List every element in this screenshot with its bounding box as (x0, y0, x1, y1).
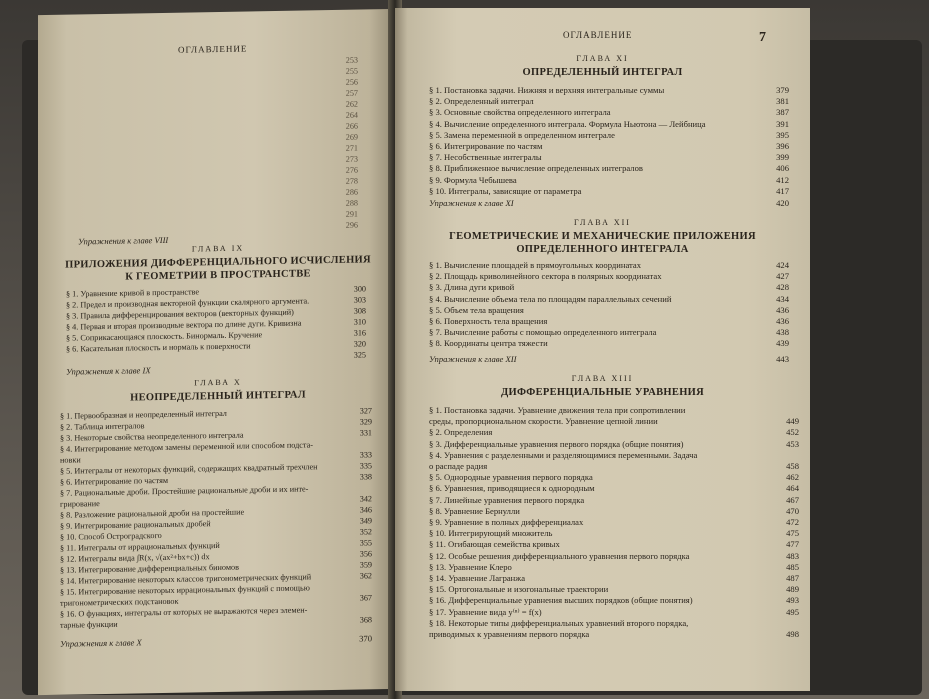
toc-entry-title: § 11. Огибающая семейства кривых (429, 539, 560, 550)
toc-entry-page: 458 (786, 461, 799, 472)
toc-entry-page: 449 (786, 416, 799, 427)
toc-entry (429, 461, 799, 472)
toc-entry-title: § 8. Разложение рациональной дроби на простейшие (60, 507, 245, 520)
toc-entry (429, 282, 789, 293)
toc-entry-title: грирование (60, 499, 100, 509)
toc-entry-page: 483 (786, 550, 799, 561)
toc-entry-title: § 6. Поверхность тела вращения (429, 316, 548, 327)
previous-page-number: 253 (345, 55, 358, 65)
exercises-chapter-xi (429, 198, 789, 208)
toc-entry-title: § 4. Интегрирование методом замены переменной или способом подста- (60, 440, 313, 454)
toc-entry (429, 427, 799, 438)
toc-entry (429, 294, 789, 305)
running-header-right: ОГЛАВЛЕНИЕ (563, 30, 633, 40)
toc-entry-page: 303 (353, 295, 366, 305)
previous-page-number: 288 (345, 198, 358, 208)
toc-entry-page: 352 (359, 527, 372, 537)
toc-entry-title: § 3. Длина дуги кривой (429, 282, 515, 293)
toc-entry (429, 573, 799, 584)
toc-entry-title: § 3. Основные свойства определенного интеграла (429, 107, 611, 118)
toc-entry-page: 346 (359, 505, 372, 515)
toc-entry (429, 186, 789, 197)
toc-entry-page: 316 (353, 328, 366, 338)
exercises-chapter-xii (429, 354, 789, 364)
toc-entry-title: § 16. О функциях, интегралы от которых не выражаются через элемен- (60, 605, 308, 619)
toc-entry-page: 399 (776, 152, 789, 163)
toc-entry-title: § 9. Интегрирование рациональных дробей (60, 519, 211, 531)
toc-entry (429, 506, 799, 517)
right-page (395, 8, 810, 691)
exercises-label: Упражнения к главе XI (429, 198, 514, 208)
chapter-xii-title (395, 230, 810, 256)
toc-entry-page: 331 (359, 428, 372, 438)
previous-page-number: 264 (345, 110, 358, 120)
toc-entry (429, 96, 789, 107)
running-header-left: ОГЛАВЛЕНИЕ (178, 43, 248, 55)
toc-entry (429, 416, 799, 427)
toc-entry-title: § 12. Интегралы вида ∫R(x, √(ax²+bx+c)) dx (60, 552, 210, 564)
toc-entry-page: 338 (359, 472, 372, 482)
toc-entry-title: о распаде радия (429, 461, 488, 472)
toc-entry-title: § 5. Соприкасающаяся плоскость. Бинормаль. Кручение (66, 330, 263, 343)
toc-entry-title: новки (60, 455, 81, 465)
toc-entry-title: § 13. Интегрирование дифференциальных биномов (60, 562, 239, 575)
toc-entry-page: 379 (776, 85, 789, 95)
toc-entry-title: § 14. Уравнение Лагранжа (429, 573, 526, 584)
toc-entry-page: 489 (786, 584, 799, 595)
toc-entry-page: 477 (786, 539, 799, 550)
toc-entry-title: § 10. Интегралы, зависящие от параметра (429, 185, 582, 196)
toc-entry-page: 472 (786, 517, 799, 528)
toc-entry-page: 327 (359, 406, 372, 416)
exercises-page-number: 420 (776, 198, 789, 208)
previous-chapter-page-numbers (288, 55, 358, 232)
toc-entry-page: 362 (359, 571, 372, 581)
toc-entry-title: § 5. Интегралы от некоторых функций, содержащих квадратный трехчлен (60, 462, 318, 476)
exercises-page-number: 443 (776, 354, 789, 364)
toc-entry-page: 417 (776, 185, 789, 196)
previous-page-number: 262 (345, 99, 358, 109)
chapter-xi-heading: ГЛАВА XI (576, 54, 629, 63)
page-number: 7 (759, 30, 766, 45)
toc-entry (429, 338, 789, 349)
toc-entry-title: § 11. Интегралы от иррациональных функций (60, 540, 220, 553)
toc-entry (429, 562, 799, 573)
chapter-xiii-title: ДИФФЕРЕНЦИАЛЬНЫЕ УРАВНЕНИЯ (500, 387, 705, 398)
toc-entry-page: 300 (353, 284, 366, 294)
toc-entry-title: § 9. Уравнение в полных дифференциалах (429, 517, 584, 528)
toc-entry-title: § 7. Несобственные интегралы (429, 152, 542, 163)
toc-entry-title: § 1. Постановка задачи. Уравнение движения тела при сопротивлении (429, 405, 686, 415)
toc-entry (429, 130, 789, 141)
toc-entry-title: § 7. Рациональные дроби. Простейшие рациональные дроби и их инте- (60, 484, 309, 498)
toc-entry-title: § 9. Формула Чебышева (429, 174, 517, 185)
exercises-label: Упражнения к главе X (60, 637, 142, 649)
previous-page-number: 256 (345, 77, 358, 87)
toc-entry (429, 551, 799, 562)
toc-entry-page: 406 (776, 163, 789, 174)
toc-entry-page: 495 (786, 606, 799, 617)
exercises-chapter-x (60, 633, 372, 648)
toc-entry (429, 439, 799, 450)
toc-entry (429, 595, 799, 606)
toc-entry-page: 367 (359, 593, 372, 603)
toc-entry-page: 498 (786, 629, 799, 640)
exercises-label: Упражнения к главе VIII (78, 234, 169, 247)
toc-entry-page: 436 (776, 316, 789, 327)
toc-entry-title: § 14. Интегрирование некоторых классов тригонометрических функций (60, 572, 312, 586)
toc-entry-title: § 4. Вычисление объема тела по площадям параллельных сечений (429, 293, 672, 304)
toc-entry-title: § 13. Уравнение Клеро (429, 561, 512, 572)
toc-entry-title: среды, пропорциональном скорости. Уравнение цепной линии (429, 416, 658, 427)
chapter-xii-title-line: ГЕОМЕТРИЧЕСКИЕ И МЕХАНИЧЕСКИЕ ПРИЛОЖЕНИЯ (449, 231, 756, 242)
toc-entry-title: тригонометрических подстановок (60, 596, 179, 608)
toc-entry-page: 310 (353, 317, 366, 327)
toc-entry-title: § 1. Первообразная и неопределенный интеграл (60, 408, 227, 421)
toc-entry-page: 333 (359, 450, 372, 460)
toc-entry-title: § 1. Постановка задачи. Нижняя и верхняя интегральные суммы (429, 85, 665, 95)
previous-page-number: 266 (345, 121, 358, 131)
toc-entry-page: 436 (776, 304, 789, 315)
toc-entry-page: 381 (776, 96, 789, 107)
toc-entry-page: 320 (353, 339, 366, 349)
chapter-ix-heading: ГЛАВА IX (191, 243, 245, 254)
toc-entry-page: 475 (786, 528, 799, 539)
toc-entry-title: § 4. Вычисление определенного интеграла. Формула Ньютона — Лейбница (429, 118, 706, 129)
toc-entry-page: 325 (353, 350, 366, 360)
toc-entry-title: § 15. Ортогональные и изогональные траектории (429, 584, 609, 595)
toc-entry-title: § 6. Интегрирование по частям (429, 141, 543, 152)
toc-entry-title: § 4. Уравнения с разделенными и разделяющимися переменными. Задача (429, 449, 698, 460)
toc-entry (429, 316, 789, 327)
toc-entry-title: § 5. Однородные уравнения первого порядка (429, 472, 593, 483)
toc-entry (429, 405, 799, 416)
toc-entry-page: 396 (776, 141, 789, 152)
previous-page-number: 255 (345, 66, 358, 76)
previous-page-number: 271 (345, 143, 358, 153)
previous-page-number: 291 (345, 209, 358, 219)
chapter-xiii-toc (429, 405, 799, 640)
chapter-ix-title-line: ПРИЛОЖЕНИЯ ДИФФЕРЕНЦИАЛЬНОГО ИСЧИСЛЕНИЯ (65, 254, 371, 271)
toc-entry-title: § 5. Замена переменной в определенном интеграле (429, 129, 615, 140)
toc-entry-page: 395 (776, 129, 789, 140)
toc-entry (429, 119, 789, 130)
toc-entry-title: § 6. Уравнения, приводящиеся к однородным (429, 483, 595, 494)
toc-entry-title: § 6. Интегрирование по частям (60, 475, 169, 487)
toc-entry (429, 483, 799, 494)
toc-entry-page: 391 (776, 118, 789, 129)
toc-entry-title: § 2. Площадь криволинейного сектора в полярных координатах (429, 271, 662, 282)
toc-entry (429, 260, 789, 271)
toc-entry (429, 618, 799, 629)
previous-page-number: 276 (345, 165, 358, 175)
toc-entry (429, 539, 799, 550)
toc-entry-title: § 1. Вычисление площадей в прямоугольных координатах (429, 260, 642, 270)
left-page (38, 9, 398, 695)
toc-entry-page: 427 (776, 271, 789, 282)
toc-entry-title: § 17. Уравнение вида y⁽ⁿ⁾ = f(x) (429, 606, 542, 617)
chapter-xi-toc (429, 85, 789, 197)
toc-entry (429, 607, 799, 618)
chapter-xiii-heading: ГЛАВА XIII (571, 374, 634, 383)
toc-entry (429, 495, 799, 506)
toc-entry (429, 305, 789, 316)
toc-entry (429, 107, 789, 118)
toc-entry-title: § 18. Некоторые типы дифференциальных уравнений второго порядка, (429, 617, 689, 628)
toc-entry-page: 485 (786, 561, 799, 572)
toc-entry-page: 439 (776, 338, 789, 349)
toc-entry-title: § 7. Линейные уравнения первого порядка (429, 494, 585, 505)
chapter-x-title: НЕОПРЕДЕЛЕННЫЙ ИНТЕГРАЛ (130, 389, 306, 404)
toc-entry-page: 349 (359, 516, 372, 526)
toc-entry-page: 342 (359, 494, 372, 504)
toc-entry-title: § 5. Объем тела вращения (429, 304, 524, 315)
toc-entry (429, 528, 799, 539)
exercises-label: Упражнения к главе XII (429, 354, 517, 364)
toc-entry (429, 175, 789, 186)
toc-entry-title: § 8. Координаты центра тяжести (429, 338, 548, 349)
previous-page-number: 273 (345, 154, 358, 164)
toc-entry-page: 434 (776, 293, 789, 304)
toc-entry (429, 629, 799, 640)
toc-entry-page: 467 (786, 494, 799, 505)
toc-entry-page: 428 (776, 282, 789, 293)
toc-entry-page: 424 (776, 260, 789, 270)
toc-entry-page: 356 (359, 549, 372, 559)
toc-entry-page: 329 (359, 417, 372, 427)
toc-entry-title: § 10. Способ Остроградского (60, 530, 162, 542)
previous-page-number: 257 (345, 88, 358, 98)
toc-entry-page: 438 (776, 327, 789, 338)
toc-entry (429, 85, 789, 96)
toc-entry-title: § 2. Определенный интеграл (429, 96, 534, 107)
toc-entry-page: 452 (786, 427, 799, 438)
toc-entry-title: § 7. Вычисление работы с помощью определенного интеграла (429, 327, 657, 338)
toc-entry-page: 464 (786, 483, 799, 494)
toc-entry-page: 487 (786, 573, 799, 584)
toc-entry (429, 450, 799, 461)
toc-entry-title: § 1. Уравнение кривой в пространстве (66, 287, 200, 299)
toc-entry-page: 368 (359, 615, 372, 625)
chapter-ix-title (48, 253, 388, 285)
toc-entry-title: § 2. Таблица интегралов (60, 421, 145, 432)
toc-entry-title: § 2. Определения (429, 427, 493, 438)
toc-entry (429, 163, 789, 174)
chapter-ix-title-line: К ГЕОМЕТРИИ В ПРОСТРАНСТВЕ (125, 268, 311, 283)
toc-entry-title: § 10. Интегрирующий множитель (429, 528, 553, 539)
toc-entry-title: § 3. Правила дифференцирования векторов (векторных функций) (66, 307, 294, 321)
toc-entry-title: § 6. Касательная плоскость и нормаль к поверхности (66, 341, 251, 354)
previous-page-number: 286 (345, 187, 358, 197)
toc-entry-title: § 2. Предел и производная векторной функции скалярного аргумента. (66, 296, 310, 310)
toc-entry-page: 493 (786, 595, 799, 606)
chapter-x-toc (60, 405, 372, 630)
toc-entry-title: § 16. Дифференциальные уравнения высших порядков (общие понятия) (429, 595, 693, 606)
chapter-x-heading: ГЛАВА X (194, 377, 242, 388)
toc-entry (429, 152, 789, 163)
toc-entry-page: 308 (353, 306, 366, 316)
toc-entry-title: тарные функции (60, 619, 118, 630)
toc-entry (429, 517, 799, 528)
chapter-xii-heading: ГЛАВА XII (574, 218, 631, 227)
toc-entry (429, 327, 789, 338)
toc-entry-page: 470 (786, 505, 799, 516)
toc-entry-page: 335 (359, 461, 372, 471)
toc-entry-title: приводимых к уравнениям первого порядка (429, 629, 590, 640)
toc-entry-title: § 4. Первая и вторая производные вектора по длине дуги. Кривизна (66, 318, 302, 332)
toc-entry-title: § 15. Интегрирование некоторых иррациональных функций с помощью (60, 583, 310, 597)
toc-entry (429, 141, 789, 152)
toc-entry-page: 412 (776, 174, 789, 185)
toc-entry-title: § 3. Некоторые свойства неопределенного интеграла (60, 430, 244, 443)
toc-entry (429, 271, 789, 282)
exercises-page-number: 370 (359, 633, 372, 644)
toc-entry-title: § 8. Уравнение Бернулли (429, 505, 520, 516)
toc-entry-title: § 12. Особые решения дифференциального уравнения первого порядка (429, 550, 690, 561)
chapter-xi-title: ОПРЕДЕЛЕННЫЙ ИНТЕГРАЛ (522, 67, 683, 78)
previous-page-number: 278 (345, 176, 358, 186)
toc-entry-page: 359 (359, 560, 372, 570)
toc-entry-page: 453 (786, 438, 799, 449)
chapter-xii-title-line: ОПРЕДЕЛЕННОГО ИНТЕГРАЛА (516, 244, 689, 255)
chapter-ix-toc (66, 283, 366, 365)
toc-entry (429, 472, 799, 483)
chapter-xii-toc (429, 260, 789, 350)
previous-page-number: 269 (345, 132, 358, 142)
toc-entry-title: § 3. Дифференциальные уравнения первого порядка (общие понятия) (429, 438, 684, 449)
previous-page-number: 296 (345, 220, 358, 230)
toc-entry-title: § 8. Приближенное вычисление определенных интегралов (429, 163, 643, 174)
toc-entry-page: 387 (776, 107, 789, 118)
exercises-label: Упражнения к главе IX (66, 365, 151, 377)
toc-entry-page: 355 (359, 538, 372, 548)
toc-entry-page: 462 (786, 472, 799, 483)
toc-entry (429, 584, 799, 595)
